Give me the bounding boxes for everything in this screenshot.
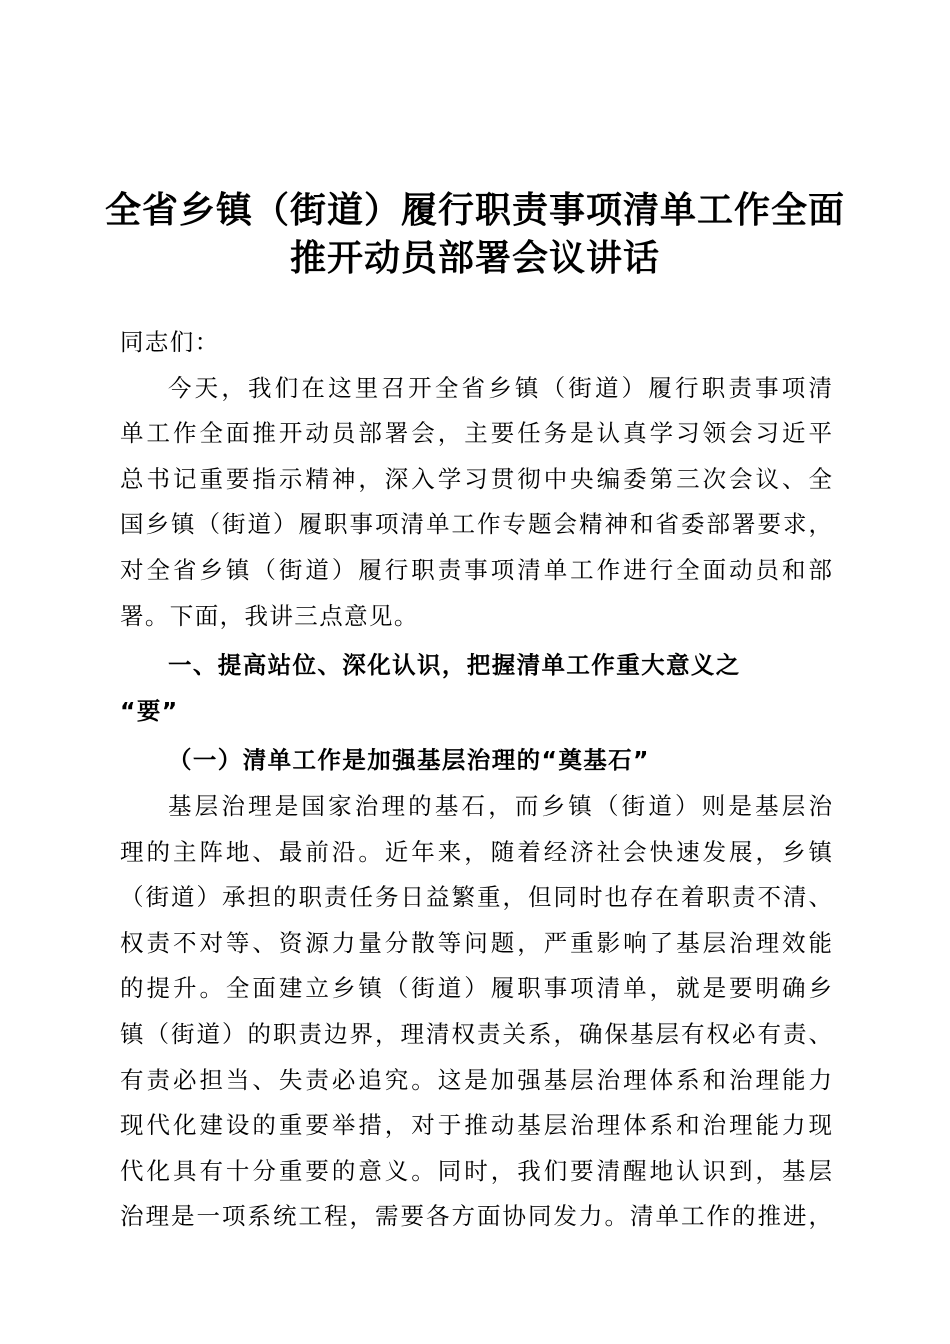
title-line-1: 全省乡镇（街道）履行职责事项清单工作全面 bbox=[104, 190, 845, 231]
paragraph-line: 权责不对等、资源力量分散等问题，严重影响了基层治理效能 bbox=[120, 928, 832, 957]
body-paragraph bbox=[120, 784, 832, 1240]
paragraph-line: 总书记重要指示精神，深入学习贯彻中央编委第三次会议、全 bbox=[120, 464, 832, 493]
paragraph-line: 有责必担当、失责必追究。这是加强基层治理体系和治理能力 bbox=[120, 1065, 832, 1094]
paragraph-line: 现代化建设的重要举措，对于推动基层治理体系和治理能力现 bbox=[120, 1111, 832, 1140]
paragraph-line: 国乡镇（街道）履职事项清单工作专题会精神和省委部署要求， bbox=[120, 510, 832, 539]
intro-paragraph bbox=[120, 366, 832, 640]
salutation: 同志们： bbox=[120, 328, 220, 356]
paragraph-line: 的提升。全面建立乡镇（街道）履职事项清单，就是要明确乡 bbox=[120, 974, 832, 1003]
section-heading-line: 一、提高站位、深化认识，把握清单工作重大意义之 bbox=[168, 651, 741, 680]
document-title bbox=[100, 187, 850, 283]
section-heading bbox=[120, 643, 832, 734]
paragraph-line: 镇（街道）的职责边界，理清权责关系，确保基层有权必有责、 bbox=[120, 1019, 832, 1048]
section-heading-line: “要” bbox=[120, 696, 179, 725]
paragraph-line: 对全省乡镇（街道）履行职责事项清单工作进行全面动员和部 bbox=[120, 555, 832, 584]
paragraph-line: 代化具有十分重要的意义。同时，我们要清醒地认识到，基层 bbox=[120, 1156, 832, 1185]
paragraph-line: 基层治理是国家治理的基石，而乡镇（街道）则是基层治 bbox=[168, 791, 832, 820]
title-line-2: 推开动员部署会议讲话 bbox=[289, 238, 660, 279]
document-body bbox=[120, 320, 832, 1240]
paragraph-line: 署。下面，我讲三点意见。 bbox=[120, 601, 419, 630]
paragraph-line: 今天，我们在这里召开全省乡镇（街道）履行职责事项清 bbox=[168, 373, 832, 402]
subsection-heading: （一）清单工作是加强基层治理的“奠基石” bbox=[168, 746, 650, 775]
paragraph-line: （街道）承担的职责任务日益繁重，但同时也存在着职责不清、 bbox=[120, 883, 832, 912]
paragraph-line: 理的主阵地、最前沿。近年来，随着经济社会快速发展，乡镇 bbox=[120, 837, 832, 866]
paragraph-line: 单工作全面推开动员部署会，主要任务是认真学习领会习近平 bbox=[120, 419, 832, 448]
paragraph-line: 治理是一项系统工程，需要各方面协同发力。清单工作的推进， bbox=[120, 1202, 832, 1231]
